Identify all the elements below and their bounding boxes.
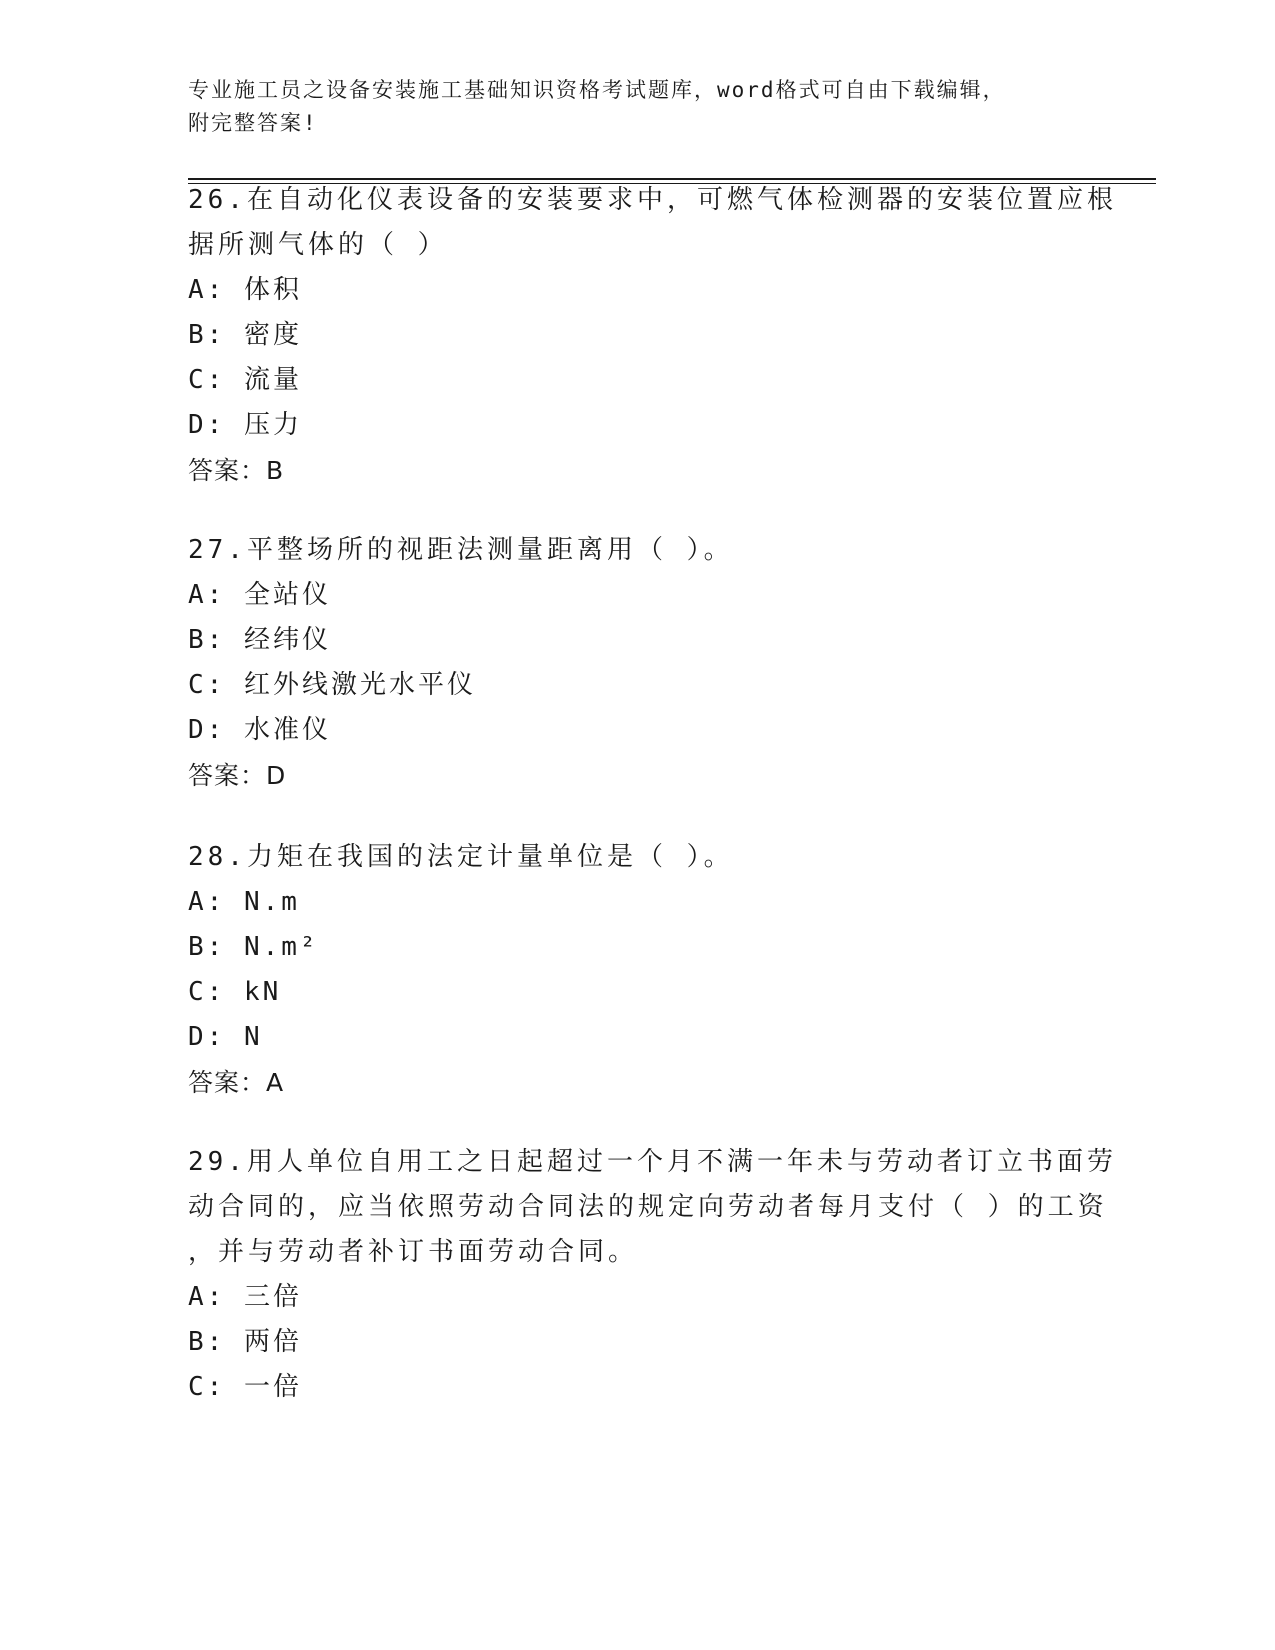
option-c: C: 红外线激光水平仪 — [188, 670, 476, 700]
option-b: B: 经纬仪 — [188, 625, 331, 655]
answer-label: 答案：B — [188, 456, 285, 485]
header-title-line-1: 专业施工员之设备安装施工基础知识资格考试题库，word格式可自由下载编辑， — [188, 78, 1006, 102]
option-a: A: 体积 — [188, 275, 302, 305]
option-b: B: N.m² — [188, 932, 319, 962]
option-a: A: 全站仪 — [188, 580, 331, 610]
option-a: A: N.m — [188, 887, 300, 917]
option-c: C: 一倍 — [188, 1372, 302, 1402]
question-26 — [188, 178, 1117, 493]
question-stem: 据所测气体的（ ） — [188, 230, 448, 260]
option-d: D: 压力 — [188, 410, 302, 440]
answer-label: 答案：D — [188, 761, 287, 790]
question-stem: 26.在自动化仪表设备的安装要求中，可燃气体检测器的安装位置应根 — [188, 185, 1117, 215]
question-stem: 29.用人单位自用工之日起超过一个月不满一年未与劳动者订立书面劳 — [188, 1147, 1117, 1177]
option-d: D: 水准仪 — [188, 715, 331, 745]
option-b: B: 密度 — [188, 320, 302, 350]
option-c: C: 流量 — [188, 365, 302, 395]
question-stem: 动合同的，应当依照劳动合同法的规定向劳动者每月支付（ ）的工资 — [188, 1192, 1108, 1222]
question-stem: ，并与劳动者补订书面劳动合同。 — [188, 1237, 639, 1267]
question-stem: 28.力矩在我国的法定计量单位是（ ）。 — [188, 842, 734, 872]
option-a: A: 三倍 — [188, 1282, 302, 1312]
question-27 — [188, 528, 1088, 798]
question-29 — [188, 1140, 1117, 1410]
answer-label: 答案：A — [188, 1068, 285, 1097]
option-c: C: kN — [188, 977, 282, 1007]
question-28 — [188, 835, 1088, 1105]
header-title-line-2: 附完整答案! — [188, 111, 318, 135]
question-stem: 27.平整场所的视距法测量距离用（ ）。 — [188, 535, 734, 565]
option-b: B: 两倍 — [188, 1327, 302, 1357]
option-d: D: N — [188, 1022, 263, 1052]
document-header — [188, 74, 1088, 140]
